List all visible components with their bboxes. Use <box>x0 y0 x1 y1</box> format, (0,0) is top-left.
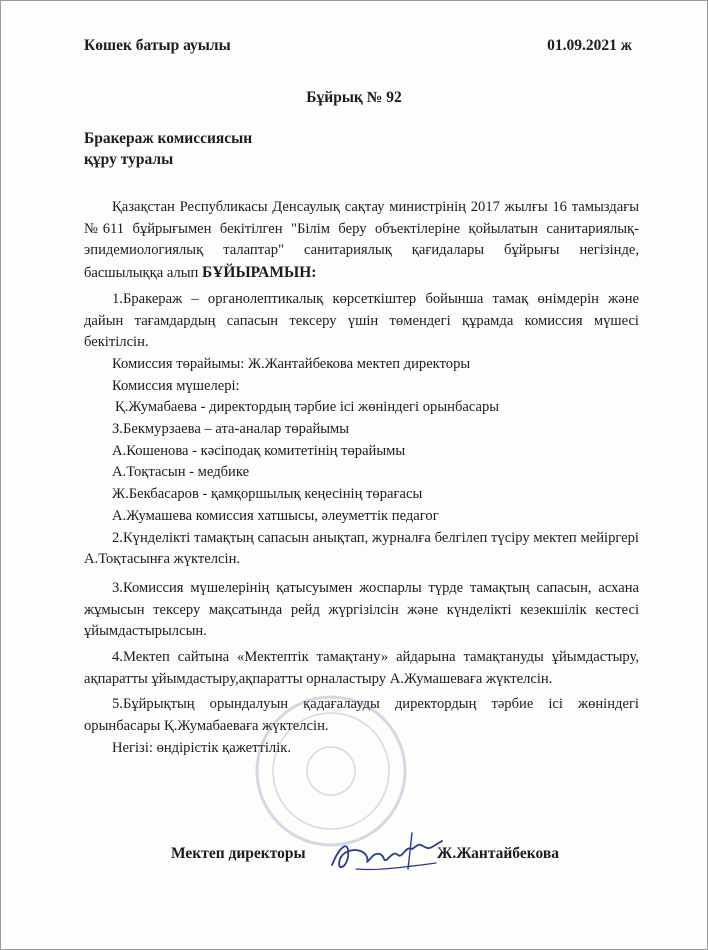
point-1: 1.Бракераж – органолептикалық көрсеткіштер бойынша тамақ өнімдерін және дайын тағамдардың сапасын тексеру үшін төмендегі құрамда комиссия мүшесі бекітілсін. <box>84 290 639 351</box>
signatory-name: Ж.Жантайбекова <box>437 845 559 862</box>
order-title: Бұйрық № 92 <box>306 89 402 106</box>
intro-emphasis: БҰЙЫРАМЫН: <box>201 264 317 282</box>
order-body <box>84 197 639 760</box>
member-item: А.Кошенова - кәсіподақ комитетінің төрайымы <box>112 442 406 459</box>
member-item: З.Бекмурзаева – ата-аналар төрайымы <box>112 421 350 438</box>
document-header <box>84 37 632 59</box>
intro-paragraph <box>84 197 639 285</box>
point-3: 3.Комиссия мүшелерінің қатысуымен жоспарлы түрде тамақтың сапасын, асхана жұмысын тексеру мақсатында рейд жүргізілсін және күнделікті кезекшілік кестесі ұйымдастырылсын. <box>84 579 639 640</box>
member-item: Қ.Жумабаева - директордың тәрбие ісі жөніндегі орынбасары <box>115 399 500 416</box>
subject-line-2: құру туралы <box>84 151 174 168</box>
handwritten-signature <box>326 825 446 885</box>
member-item: Ж.Бекбасаров - қамқоршылық кеңесінің төрағасы <box>112 486 423 503</box>
members-label: Комиссия мүшелері: <box>112 377 240 394</box>
signatory-role: Мектеп директоры <box>171 845 306 862</box>
point-2: 2.Күнделікті тамақтың сапасын анықтап, журналға белгілеп түсіру мектеп мейіргері А.Тоқтасынға жүктелсін. <box>84 529 639 568</box>
point-4: 4.Мектеп сайтына «Мектептік тамақтану» айдарына тамақтануды ұйымдастыру, ақпаратты ұйымдастыру,ақпаратты орналастыру А.Жумашеваға жүктелсін. <box>84 649 639 687</box>
document-date: 01.09.2021 ж <box>547 37 632 54</box>
member-item: А.Тоқтасын - медбике <box>112 464 250 481</box>
commission-chair: Комиссия төрайымы: Ж.Жантайбекова мектеп директоры <box>112 355 471 372</box>
intro-text: Қазақстан Республикасы Денсаулық сақтау министрінің 2017 жылғы 16 тамыздағы №611 бұйрығымен бекітілген "Білім беру объектілеріне қойылатын санитариялық-эпидемиологиялық талаптар" санитариялық қағидалары бұйрығы негізінде, басшылыққа алып <box>84 199 639 282</box>
point-5: 5.Бұйрықтың орындалуын қадағалауды директордың тәрбие ісі жөніндегі орынбасары Қ.Жумабаеваға жүктелсін. <box>84 696 639 735</box>
member-item: А.Жумашева комиссия хатшысы, әлеуметтік педагог <box>112 507 439 524</box>
order-basis: Негізі: өндірістік қажеттілік. <box>112 739 291 756</box>
order-subject <box>84 128 252 170</box>
signature-block <box>171 837 621 877</box>
place-name: Көшек батыр ауылы <box>84 37 231 54</box>
subject-line-1: Бракераж комиссиясын <box>84 130 253 147</box>
